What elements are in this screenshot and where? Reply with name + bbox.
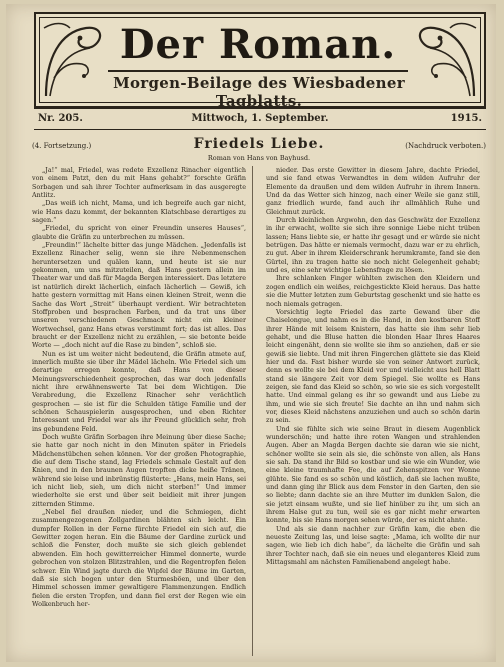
issue-year: 1915. [450, 113, 482, 124]
paragraph: nieder. Das erste Gewitter in diesem Jahre, dachte Friedel, und sie fand etwas Verwandtes in dem wilden Aufruhr der Elemente da draußen und dem wilden Aufruhr in ihrem Innern. Und da das Wetter sich hinzog, nach einer Weile sie ganz still, ganz friedlich wurde, fand auch ihr allmählich Ruhe und Gleichmut zurück. [266, 166, 480, 216]
paragraph: Ihre schlanken Finger wühlten zwischen den Kleidern und zogen endlich ein weißes, reichgestickte Kleid heraus. Das hatte sie die Mutter letzten zum Geburtstag geschenkt und sie hatte es noch niemals getragen. [266, 274, 480, 308]
story-byline: Roman von Hans von Bayhusd. [207, 154, 311, 162]
issue-number: Nr. 205. [38, 113, 83, 124]
paragraph: „Ja!“ mal, Friedel, was redete Exzellenz Rinacher eigentlich von einem Patzt, den du mit Hans gehabt?“ forschte Gräfin Sorbagen und sah ihrer Tochter aufmerksam in das ausgeregte Antlitz. [32, 166, 246, 200]
paragraph: „Freundin!“ lächelte bitter das junge Mädchen. „Jedenfalls ist Exzellenz Rinacher selig, wenn sie ihre Nebenmenschen heruntersetzen und quälen kann, und heute ist sie nur gekommen, um uns mitzuteilen, daß Hans gestern allein im Theater war und daß für Magda Bergen interessiert. Das letztere ist natürlich direkt lächerlich, einfach lächerlich — Gewiß, ich hatte gestern vormittag mit Hans einen kleinen Streit, wenn die Sache das Wort „Streit“ überhaupt verdient. Wir betrachteten Stoffproben und besprachen Farben, und da trat uns über unseren verschiedenen Geschmack nicht ein kleiner Wortwechsel, ganz Hans etwas verstimmt fort; das ist alles. Das braucht er der Exzellenz nicht zu erzählen, — sie betonte beide Worte — „doch nicht auf die Rase zu binden“, schloß sie. [32, 241, 246, 350]
masthead [34, 12, 486, 108]
masthead-subtitle: Morgen-Beilage des Wiesbadener Tagblatts. [113, 74, 405, 110]
reprint-note: (Nachdruck verboten.) [405, 142, 486, 150]
story-title: Friedels Liebe. [193, 136, 325, 152]
right-column [266, 166, 480, 658]
left-column [32, 166, 246, 658]
paragraph: „Das weiß ich nicht, Mama, und ich begreife auch gar nicht, wie Hans dazu kommt, der bekannten Klatschbase derartiges zu sagen.“ [32, 199, 246, 225]
paragraph: Vorsichtig legte Friedel das zarte Gewand über die Chaiselongue, und nahm es in die Hand, in den kostbaren Stoff ihrer Hände mit leisem Knistern, das hatte sie ihm sehr lieb gehabt, und die Bluse hatten die blonden Haar Ihres Haares leicht eingenäht, denn sie wollte sie ihm so anziehen, daß er sie gewiß sie liebte. Und mit ihren Fingerchen glättete sie das Kleid hier und da. Fast bisher wurde sie von seiner Antwort zurück, denn es wollte sie bei dem Kleid vor und vielleicht aus hell Blatt stand sie längere Zeit vor dem Spiegel. Sie wollte es Hans zeigen, sie fand das Kleid so schön, so wie sie es sich vorgestellt hatte. Und einmal gelang es ihr so gewandt und aus Liebe zu ihm, und wie sie sich freute! Sie dachte an ihn und nahm sich vor, dieses Kleid nächstens anzuziehen und auch so schön darin zu sein. [266, 307, 480, 425]
installment-note: (4. Fortsetzung.) [32, 142, 92, 150]
paragraph: Durch kleinlichen Argwohn, den das Geschwätz der Exzellenz in ihr erwacht, wollte sie sich ihre sonnige Liebe nicht trüben lassen; Hans liebte sie, er hatte ihr gesagt und er würde sie nicht betrügen. Das hätte er niemals vermocht, dazu war er zu ehrlich, zu gut. Aber in ihrem Kleiderschrank herumkramte, fand sie den Gürtel, ihn zu tragen hatte sie noch nicht Gelegenheit gehabt; und es, eine sehr wichtige Lebensfrage zu lösen. [266, 216, 480, 275]
column-divider [252, 166, 253, 656]
masthead-title: Der Roman. [119, 21, 397, 68]
issue-date: Mittwoch, 1. September. [191, 113, 329, 124]
masthead-title-box [108, 20, 408, 72]
newspaper-page [6, 4, 496, 662]
paragraph: Und als sie dann nachher zur Gräfin kam, die eben die neueste Zeitung las, und leise sagte: „Mama, ich wollte dir nur sagen, wie lieb ich dich habe“, da lächelte die Gräfin und sah ihrer Tochter nach, daß sie ein neues und eleganteres Kleid zum Mittagsmahl am nächsten Familienabend angelegt habe. [266, 524, 480, 567]
paragraph: „Nebel fiel draußen nieder, und die Schmiegen, dicht zusammengezogenen Zollgardinen blähten sich leicht. Ein dumpfer Rollen in der Ferne fürchte Friedel ein sich auf, die Gewitter zogen heran. Ein die Bäume der Gardine zurück und schloß die Fenster, doch mußte sie sich gleich geblendet abwenden. Ein hoch gewitterreicher Himmel donnerte, wurde gebrochen von stolzen Blitzstrahlen, und die Regentropfen fielen schwer. Ein Wind jagte durch die Wipfel der Bäume im Garten, daß sie sich bogen unter den Sturmesböen, und über den Himmel schossen immer gewaltigere Flammenzungen. Endlich fielen die ersten Tropfen, und dann fiel erst der Regen wie ein Wolkenbruch her- [32, 508, 246, 608]
paragraph: Und sie fühlte sich wie seine Braut in diesem Augenblick wunderschön; und hatte ihre roten Wangen und strahlenden Augen. Aber an Magda Bergen dachte sie daran wie sie nicht, schöner wollte sie sein als sie, die schönste von allen, als Hans sie sah. Da stand ihr Bild so kostbar und sie wie ein Wunder, wie eine kleine traumhafte Fee, die auf Zehenspitzen vor Wonne glühte. Sie fand es so schön und köstlich, daß sie lachen mußte, und dann ging ihr Blick aus dem Fenster in den Garten, den sie so liebte; dann dachte sie an ihre Mutter im dunklen Salon, die sie jetzt einsam wußte, und sie lief hinüber zu ihr, um sich an ihrem Halse gut zu tun, weil sie es gar nicht mehr erwarten konnte, bis sie Hans morgen sehen würde, der es nicht ahnte. [266, 424, 480, 525]
paragraph: Nun es ist um weiter nicht bedeutend, die Gräfin atmete auf, innerlich mußte sie über ihr Mädel lächeln. Wie Friedel sich um derartige erregen konnte, daß Hans von dieser Meinungsverschiedenheit gesprochen, das war doch jedenfalls nicht ihre erwähnenswerte Tat bei dem Wichtigen. Die Verabredung, die Exzellenz Rinacher sehr verächtlich gesprochen — sie ist für die Schulden tätige Familie und der schönen Schauspielerin ausgesprochen, und eben Richter Interessant und Friedel war als ihr Freund glücklich sehr, froh ins gebundene Feld. [32, 349, 246, 433]
paragraph: „Friedel, du spricht von einer Freundin unseres Hauses“, glaubte die Gräfin zu unterbrechen zu müssen. [32, 224, 246, 241]
paragraph: Doch wußte Gräfin Sorbagen ihre Meinung über diese Sache; sie hatte gar noch nicht in den Minuten später in Friedels Mädchenstübchen sehen können. Vor der großen Photographie, die auf dem Tische stand, lag Friedels schmale Gestalt auf den Knien, und in den braunen Augen tropften dicke heiße Tränen, während sie leise und inbrünstig flüsterte: „Hans, mein Hans, sei ich nicht lieb, sieh, um dich nicht sterben!“ Und immer wiederholte sie erst und über seit beidieit mit ihrer jungen zitternden Stimme. [32, 433, 246, 508]
issue-bar [34, 108, 486, 130]
story-header [32, 138, 486, 166]
